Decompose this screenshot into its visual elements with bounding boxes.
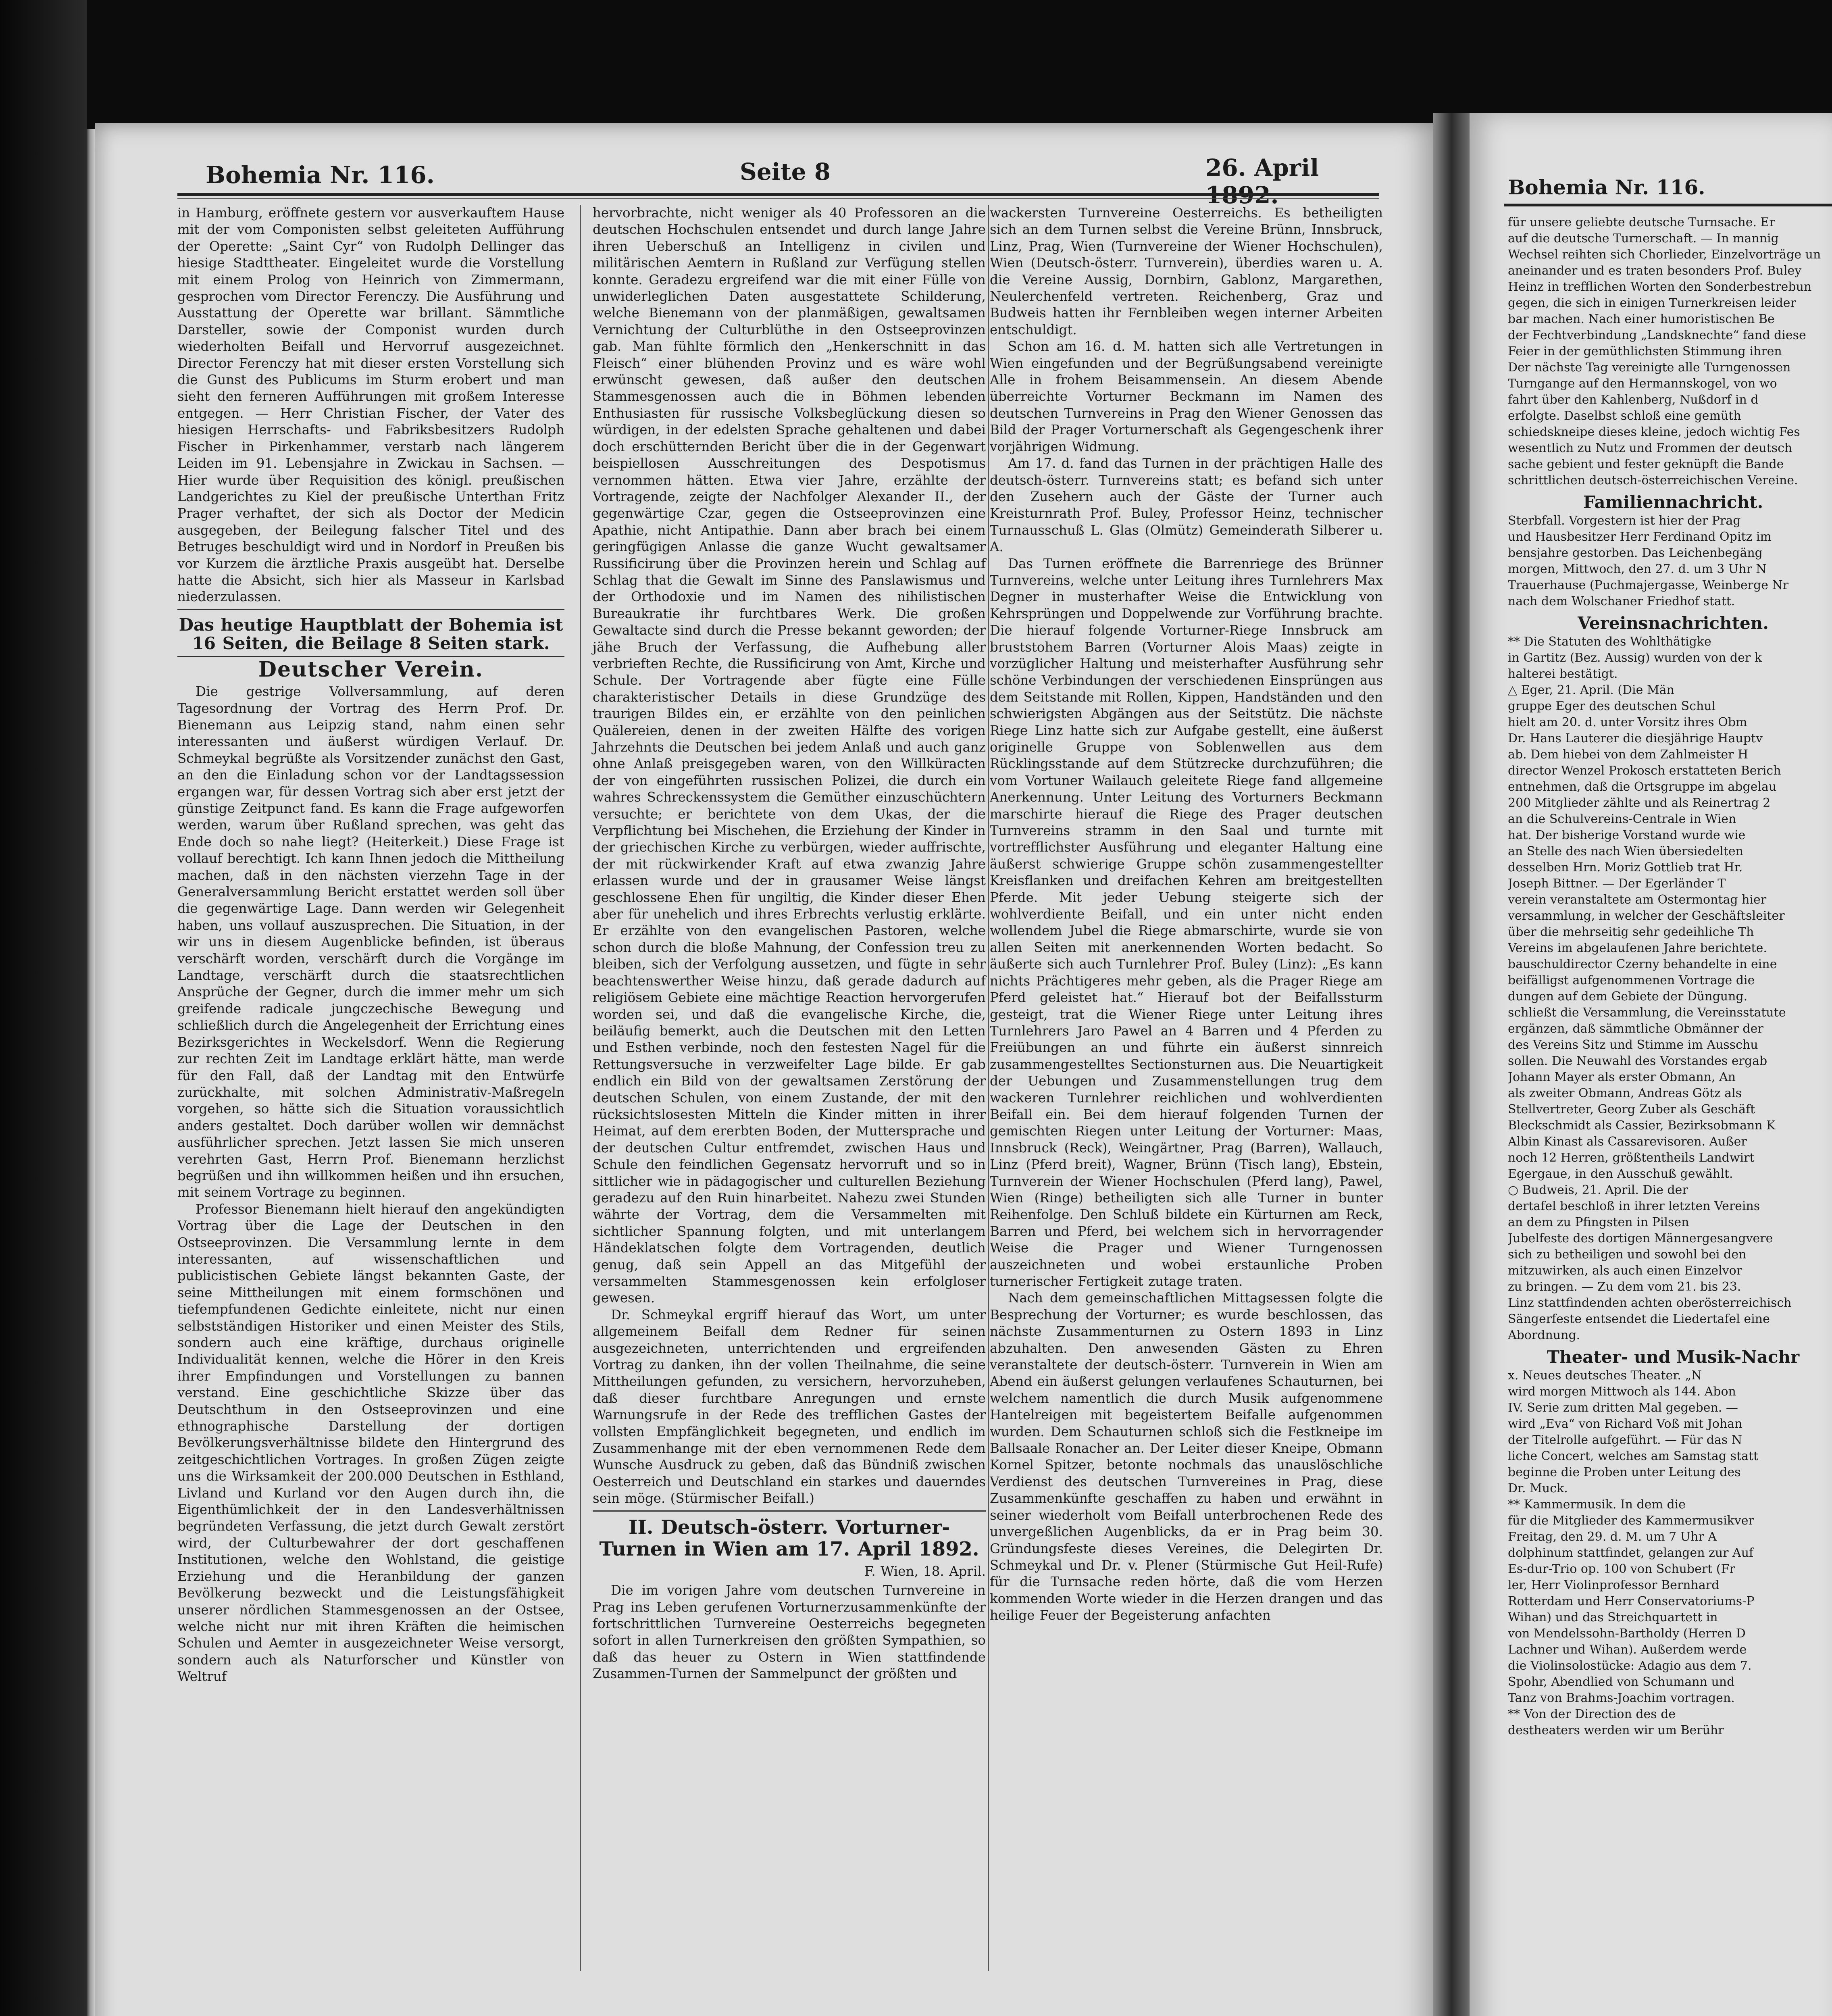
text-line: fahrt über den Kahlenberg, Nußdorf in d: [1508, 393, 1759, 407]
article-paragraph: Schon am 16. d. M. hatten sich alle Vertretungen in Wien eingefunden und der Begrüßungsabend vereinigte Alle in frohem Beisammensein. An diesem Abende überreichte Vorturner Beckmann im Namen des deutschen Turnvereins in Prag den Wiener Genossen das Bild der Prager Vorturnerschaft als Gegengeschenk ihrer vorjährigen Widmung.: [990, 339, 1383, 454]
text-line: ** Die Statuten des Wohlthätigke: [1508, 635, 1711, 649]
text-line: schließt die Versammlung, die Vereinsstatute: [1508, 1006, 1786, 1020]
text-line: ○ Budweis, 21. April. Die der: [1508, 1183, 1688, 1197]
text-line: △ Eger, 21. April. (Die Män: [1508, 683, 1674, 697]
text-line: sache gebient und fester geknüpft die Bande: [1508, 457, 1784, 471]
page-count-notice: Das heutige Hauptblatt der Bohemia ist 16 Seiten, die Beilage 8 Seiten stark.: [179, 614, 563, 653]
text-line: dertafel beschloß in ihrer letzten Vereins: [1508, 1199, 1760, 1213]
text-line: wesentlich zu Nutz und Frommen der deutsch: [1508, 441, 1792, 455]
text-line: Jubelfeste des dortigen Männergesangvere: [1508, 1231, 1773, 1245]
text-line: halterei bestätigt.: [1508, 667, 1618, 681]
text-line: Sterbfall. Vorgestern ist hier der Prag: [1508, 514, 1741, 528]
text-line: in Gartitz (Bez. Aussig) wurden von der k: [1508, 651, 1762, 665]
text-line: ** Von der Direction des de: [1508, 1707, 1676, 1721]
text-line: Albin Kinast als Cassarevisoren. Außer: [1508, 1135, 1747, 1149]
text-line: director Wenzel Prokosch erstatteten Berich: [1508, 764, 1781, 778]
text-line: bauschuldirector Czerny behandelte in eine: [1508, 957, 1777, 971]
text-line: Wechsel reihten sich Chorlieder, Einzelvorträge un: [1508, 248, 1821, 262]
text-line: dungen auf dem Gebiete der Düngung.: [1508, 989, 1748, 1004]
text-line: Stellvertreter, Georg Zuber als Geschäft: [1508, 1102, 1755, 1116]
right-block-4: [1508, 1368, 1832, 1739]
text-line: Der nächste Tag vereinigte alle Turngenossen: [1508, 360, 1791, 375]
column-rule-1: [580, 205, 581, 1971]
text-line: Lachner und Wihan). Außerdem werde: [1508, 1643, 1747, 1657]
text-column-3: [990, 205, 1383, 1624]
text-line: bensjahre gestorben. Das Leichenbegäng: [1508, 546, 1763, 560]
text-line: desselben Hrn. Moriz Gottlieb trat Hr.: [1508, 860, 1743, 875]
text-line: wird „Eva“ von Richard Voß mit Johan: [1508, 1417, 1742, 1431]
article-paragraph: Am 17. d. fand das Turnen in der prächtigen Halle des deutsch-österr. Turnvereins statt; es befand sich unter den Zusehern auch der Gäste der Turner auch Kreisturnrath Prof. Buley, Professor Heinz, technischer Turnausschuß L. Glas (Olmütz) Gemeinderath Silberer u. A.: [990, 456, 1383, 555]
text-line: an die Schulvereins-Centrale in Wien: [1508, 812, 1736, 826]
article-karlsbad-news: in Hamburg, eröffnete gestern vor ausverkauftem Hause mit der vom Componisten selbst geleiteten Aufführung der Operette: „Saint Cyr“ von Rudolph Dellinger das hiesige Stadttheater. Eingeleitet wurde die Vorstellung mit einem Prolog von Heinrich von Zimmermann, gesprochen vom Director Ferenczy. Die Ausführung und Ausstattung der Operette war brillant. Sämmtliche Darsteller, sowie der Componist wurden durch wiederholten Beifall und Hervorruf ausgezeichnet. Director Ferenczy hat mit dieser ersten Vorstellung sich die Gunst des Publicums im Sturm erobert und man sieht den ferneren Aufführungen mit großem Interesse entgegen. — Herr Christian Fischer, der Vater des hiesigen Herrschafts- und Fabriksbesitzers Rudolph Fischer in Pirkenhammer, verstarb nach längerem Leiden im 91. Lebensjahre in Zwickau in Sachsen. — Hier wurde über Requisition des königl. preußischen Landgerichtes zu Kiel der preußische Unterthan Fritz Prager verhaftet, der sich als Doctor der Medicin ausgegeben, der Beilegung falscher Titel und des Betruges beschuldigt wird und in Nordorf in Preußen bis vor Kurzem die ärztliche Praxis ausgeübt hat. Derselbe hatte die Absicht, sich hier als Masseur in Karlsbad niederzulassen.: [177, 205, 564, 605]
text-line: Dr. Muck.: [1508, 1481, 1568, 1495]
text-line: Abordnung.: [1508, 1328, 1580, 1342]
text-line: hat. Der bisherige Vorstand wurde wie: [1508, 828, 1746, 842]
text-line: Heinz in trefflichen Worten den Sonderbestrebun: [1508, 280, 1812, 294]
page-header: [117, 150, 1387, 194]
article-headline-vorturner: II. Deutsch-österr. Vorturner-Turnen in Wien am 17. April 1892.: [599, 1516, 979, 1560]
text-line: als zweiter Obmann, Andreas Götz als: [1508, 1086, 1742, 1100]
divider: [593, 1510, 986, 1512]
column-rule-2: [988, 205, 989, 1971]
text-line: entnehmen, daß die Ortsgruppe im abgelau: [1508, 780, 1777, 794]
article-paragraph: Nach dem gemeinschaftlichen Mittagsessen folgte die Besprechung der Vorturner; es wurde beschlossen, das nächste Zusammenturnen zu Ostern 1893 in Linz abzuhalten. Den anwesenden Gästen zu Ehren veranstaltete der deutsch-österr. Turnverein in Wien am Abend ein äußerst gelungen verlaufenes Schauturnen, bei welchem namentlich die durch Musik aufgenommene Hantelreigen mit begeistertem Beifalle aufgenommen wurden. Dem Schauturnen schloß sich die Festkneipe im Ballsaale Ronacher an. Der Leiter dieser Kneipe, Obmann Kornel Spitzer, betonte nochmals das unauslöschliche Verdienst des deutschen Turnvereines in Prag, diese Zusammenkünfte geschaffen zu haben und erwähnt in seiner wiederholt vom Beifall unterbrochenen Rede des unvergeßlichen Augenblicks, da er in Prag beim 30. Gründungsfeste dieses Vereines, die Delegirten Dr. Schmeykal und Dr. v. Plener (Stürmische Gut Heil-Rufe) für die Turnsache reden hörte, daß die vom Herzen kommenden Worte wieder in die Herzen drangen und das heilige Feuer der Begeisterung anfachten: [990, 1290, 1383, 1623]
text-line: morgen, Mittwoch, den 27. d. um 3 Uhr N: [1508, 562, 1767, 576]
text-line: der Titelrolle aufgeführt. — Für das N: [1508, 1433, 1742, 1447]
text-line: Rotterdam und Herr Conservatoriums-P: [1508, 1594, 1755, 1608]
text-line: ** Kammermusik. In dem die: [1508, 1497, 1686, 1512]
text-column-1: [177, 205, 564, 1685]
dateline: F. Wien, 18. April.: [864, 1563, 986, 1579]
text-line: für unsere geliebte deutsche Turnsache. Er: [1508, 215, 1775, 229]
article-paragraph: Professor Bienemann hielt hierauf den angekündigten Vortrag über die Lage der Deutschen in den Ostseeprovinzen. Die Versammlung lernte in dem interessanten, auf wissenschaftlichen und publicistischen Gebiete längst bekannten Gaste, der seine Mittheilungen mit einem formschönen und tiefempfundenen Gedichte einleitete, nicht nur einen selbstständigen Historiker und einen Meister des Stils, sondern auch eine kräftige, durchaus originelle Individualität kennen, welche die Hörer in den Kreis ihrer Empfindungen und Vorstellungen zu bannen verstand. Eine geschichtliche Skizze über das Deutschthum in den Ostseeprovinzen und eine ethnographische Darstellung der dortigen Bevölkerungsverhältnisse bildete den Hintergrund des zeitgeschichtlichen Vortrages. In großen Zügen zeigte uns die Wirksamkeit der 200.000 Deutschen in Esthland, Livland und Kurland vor den Augen durch ihn, die Eigenthümlichkeit der in den Landesverhältnissen begründeten Verfassung, die jetzt durch Gewalt zerstört wird, der Culturbewahrer der dort geschaffenen Institutionen, welche den Wohlstand, die geistige Erziehung und die Heranbildung der ganzen Bevölkerung bezweckt und die Leistungsfähigkeit unserer nördlichen Stammesgenossen an der Ostsee, welche nicht nur mit ihren Kräften die heimischen Schulen und Aemter in ausgezeichneter Weise versorgt, sondern auch als Naturforscher und Künstler von Weltruf: [177, 1201, 564, 1685]
masthead-issue: Bohemia Nr. 116.: [206, 161, 435, 189]
text-line: Sängerfeste entsendet die Liedertafel eine: [1508, 1312, 1770, 1326]
text-line: Egergaue, in den Ausschuß gewählt.: [1508, 1167, 1733, 1181]
page-binding-edge: [87, 129, 95, 2016]
section-title-theater-musik: Theater- und Musik-Nachr: [1547, 1349, 1800, 1365]
newspaper-page-right: [1470, 113, 1832, 2016]
text-line: an Stelle des nach Wien übersiedelten: [1508, 844, 1743, 858]
text-line: Freitag, den 29. d. M. um 7 Uhr A: [1508, 1530, 1717, 1544]
text-line: und Hausbesitzer Herr Ferdinand Opitz im: [1508, 530, 1772, 544]
text-line: mitzuwirken, als auch einen Einzelvor: [1508, 1264, 1742, 1278]
text-line: Dr. Hans Lauterer die diesjährige Hauptv: [1508, 731, 1763, 746]
text-line: die Violinsolostücke: Adagio aus dem 7.: [1508, 1659, 1752, 1673]
text-line: sollen. Die Neuwahl des Vorstandes ergab: [1508, 1054, 1767, 1068]
text-line: Spohr, Abendlied von Schumann und: [1508, 1675, 1735, 1689]
section-title-vereinsnachrichten: Vereinsnachrichten.: [1578, 615, 1769, 631]
text-line: Johann Mayer als erster Obmann, An: [1508, 1070, 1736, 1084]
text-line: an dem zu Pfingsten in Pilsen: [1508, 1215, 1689, 1229]
text-line: Wihan) und das Streichquartett in: [1508, 1610, 1718, 1624]
text-line: Vereins im abgelaufenen Jahre berichtete.: [1508, 941, 1767, 955]
text-line: ler, Herr Violinprofessor Bernhard: [1508, 1578, 1720, 1592]
text-line: versammlung, in welcher der Geschäftsleiter: [1508, 909, 1785, 923]
text-line: wird morgen Mittwoch als 144. Abon: [1508, 1385, 1736, 1399]
text-line: destheaters werden wir um Berühr: [1508, 1723, 1724, 1737]
text-line: über die mehrseitig sehr gedeihliche Th: [1508, 925, 1754, 939]
text-line: Bleckschmidt als Cassier, Bezirksobmann K: [1508, 1118, 1776, 1133]
text-line: der Fechtverbindung „Landsknechte“ fand diese: [1508, 328, 1806, 342]
text-line: Joseph Bittner. — Der Egerländer T: [1508, 877, 1726, 891]
text-line: auf die deutsche Turnerschaft. — In mannig: [1508, 231, 1779, 246]
text-line: verein veranstaltete am Ostermontag hier: [1508, 893, 1767, 907]
right-page-column: [1508, 215, 1832, 1739]
text-line: dolphinum stattfindet, gelangen zur Auf: [1508, 1546, 1754, 1560]
text-line: bar machen. Nach einer humoristischen Be: [1508, 312, 1775, 326]
text-line: ergänzen, daß sämmtliche Obmänner der: [1508, 1022, 1763, 1036]
article-paragraph: Dr. Schmeykal ergriff hierauf das Wort, um unter allgemeinem Beifall dem Redner für seinen ausgezeichneten, unterrichtenden und ergreifenden Vortrag zu danken, ihn der vollen Theilnahme, die seine Mittheilungen gefunden, zu versichern, hervorzuheben, daß dieser furchtbare Anregungen und ernste Warnungsrufe in der Rede des trefflichen Gastes der vollsten Empfänglichkeit begegneten, und endlich im Zusammenhange mit der eben vernommenen Rede dem Wunsche Ausdruck zu geben, daß das Bündniß zwischen Oesterreich und Deutschland ein starkes und dauerndes sein möge. (Stürmischer Beifall.): [593, 1307, 986, 1506]
text-column-2: [593, 205, 986, 1683]
text-line: noch 12 Herren, größtentheils Landwirt: [1508, 1151, 1755, 1165]
text-line: liche Concert, welches am Samstag statt: [1508, 1449, 1759, 1463]
right-header-rule: [1504, 204, 1832, 206]
page-number: Seite 8: [740, 158, 831, 185]
right-page-header: Bohemia Nr. 116.: [1508, 175, 1705, 199]
text-line: beifälligst aufgenommenen Vortrage die: [1508, 973, 1755, 987]
text-line: schrittlichen deutsch-österreichischen Vereine.: [1508, 473, 1798, 487]
scan-left-margin: [0, 0, 87, 2016]
text-line: zu bringen. — Zu dem vom 21. bis 23.: [1508, 1280, 1741, 1294]
article-paragraph: hervorbrachte, nicht weniger als 40 Professoren an die deutschen Hochschulen entsendet und durch lange Jahre ihren Ueberschuß an Intelligenz in civilen und militärischen Aemtern in Rußland zur Verfügung stellen konnte. Geradezu ergreifend war die mit einer Fülle von unwiderleglichen Daten ausgestattete Schilderung, welche Bienemann von der planmäßigen, gewaltsamen Vernichtung der Culturblüthe in den Ostseeprovinzen gab. Man fühlte förmlich den „Henkerschnitt in das Fleisch“ einer blühenden Provinz und es wäre wohl erwünscht gewesen, daß außer den deutschen Stammesgenossen auch die in Böhmen lebenden Enthusiasten für russische Volksbeglückung diesen so würdigen, in der edelsten Sprache gehaltenen und dabei doch erschütternden Bericht über die in der Gegenwart beispiellosen Ausschreitungen des Despotismus vernommen hätten. Etwa vier Jahre, erzählte der Vortragende, zeigte der Nachfolger Alexander II., der gegenwärtige Czar, gegen die Ostseeprovinzen eine Apathie, nicht Antipathie. Dann aber brach bei einem geringfügigen Anlasse die ganze Wucht gewaltsamer Russificirung über die Provinzen herein und Schlag auf Schlag that die Gewalt im Sinne des Panslawismus und der Orthodoxie und im Namen des nihilistischen Bureaukratie ihr furchtbares Werk. Die großen Gewaltacte sind durch die Presse bekannt geworden; der jähe Bruch der Verfassung, die Aufhebung aller verbrieften Rechte, die Russificirung von Amt, Kirche und Schule. Der Vortragende aber fügte eine Fülle charakteristischer Details in diese Grundzüge des traurigen Bildes ein, er erzählte von den peinlichen Quälereien, denen in der zweiten Hälfte des vorigen Jahrzehnts die Deutschen bei jedem Anlaß und auch ganz ohne Anlaß preisgegeben waren, von den Willküracten der von eingeführten russischen Polizei, die durch ein wahres Schreckenssystem die Gemüther einzuschüchtern versuchte; er berichtete von dem Ukas, der die Verpflichtung bei Mischehen, die Erziehung der Kinder in der griechischen Kirche zu verbürgen, wieder auffrischte, der mit rückwirkender Kraft auf etwa zwanzig Jahre erlassen wurde und der in grausamer Weise längst geschlossene Ehen für ungiltig, die Kinder dieser Ehen aber für unehelich und ihres Erbrechts verlustig erklärte. Er erzählte von den evangelischen Pastoren, welche schon durch die bloße Mahnung, der Confession treu zu bleiben, sich der Verfolgung aussetzen, und fügte in sehr beachtenswerther Weise hinzu, daß gerade dadurch auf religiösem Gebiete eine mächtige Reaction hervorgerufen worden sei, und daß die evangelische Kirche, die, beiläufig bemerkt, auch die Deutschen mit den Letten und Esthen verbinde, noch den festesten Nagel für die Rettungsversuche in verzweifelter Lage bilde. Er gab endlich ein Bild von der gewaltsamen Zerstörung der deutschen Schulen, von einem Zustande, der mit den rücksichtslosesten Mitteln die Kinder mitten in ihrer Heimat, auf dem ererbten Boden, der Muttersprache und der deutschen Cultur entfremdet, zwischen Haus und Schule den feindlichen Gegensatz hervorruft und so in sittlicher wie in pädagogischer und culturellen Beziehung geradezu auf den Ruin hinarbeitet. Nahezu zwei Stunden währte der Vortrag, dem die Versammelten mit sichtlicher Spannung folgten, und mit unterlangem Händeklatschen folgte dem Vortragenden, deutlich genug, daß sein Appell an das Mitgefühl der versammelten Stammesgenossen kein erfolgloser gewesen.: [593, 205, 986, 1306]
article-paragraph: Die gestrige Vollversammlung, auf deren Tagesordnung der Vortrag des Herrn Prof. Dr. Bienemann aus Leipzig stand, nahm einen sehr interessanten und äußerst würdigen Verlauf. Dr. Schmeykal begrüßte als Vorsitzender zunächst den Gast, an den die Einladung schon vor der Landtagssession ergangen war, für dessen Vortrag sich aber erst jetzt der günstige Zeitpunct fand. Es kann die Frage aufgeworfen werden, warum über Rußland sprechen, was geht das Ende doch so nahe liegt? (Heiterkeit.) Diese Frage ist vollauf berechtigt. Ich kann Ihnen jedoch die Mittheilung machen, daß in den nächsten vierzehn Tage in der Generalversammlung Bericht erstattet werden soll über die gegenwärtige Lage. Dann werden wir Gelegenheit haben, uns vollauf auszusprechen. Die Situation, in der wir uns in diesem Augenblicke befinden, ist überaus verschärft worden, verschärft durch die Vorgänge im Landtage, verschärft durch die staatsrechtlichen Ansprüche der Gegner, durch die immer mehr um sich greifende radicale jungczechische Bewegung und schließlich durch die Angelegenheit der Errichtung eines Bezirksgerichtes in Weckelsdorf. Wenn die Regierung zur rechten Zeit im Landtage erklärt hätte, man werde für den Fall, daß der Landtag mit den Entwürfe zurückhalte, mit solchen Administrativ-Maßregeln vorgehen, so hätte sich die Situation voraussichtlich anders gestaltet. Doch darüber wollen wir demnächst ausführlicher sprechen. Jetzt lassen Sie mich unseren verehrten Gast, Herrn Prof. Bienemann herzlichst begrüßen und ihn willkommen heißen und ihn ersuchen, mit seinem Vortrage zu beginnen.: [177, 684, 564, 1200]
article-paragraph: Das Turnen eröffnete die Barrenriege des Brünner Turnvereins, welche unter Leitung ihres Turnlehrers Max Degner in musterhafter Weise die Entwicklung von Kehrsprüngen und Doppelwende zur Vorführung brachte. Die hierauf folgende Vorturner-Riege Innsbruck am bruststohem Barren (Vorturner Alois Maas) zeigte in vorzüglicher Haltung und meisterhafter Ausführung sehr schöne Verbindungen der verschiedenen Einsprüngen aus dem Seitstande mit Rollen, Kippen, Handständen und den schwierigsten Abgängen aus der Seitstütz. Die nächste Riege Linz hatte sich zur Aufgabe gestellt, eine äußerst originelle Gruppe von Soblenwellen aus dem Rücklingsstande auf dem Stützrecke durchzuführen; die vom Vortuner Wailauch geleitete Riege fand allgemeine Anerkennung. Unter Leitung des Vorturners Beckmann marschirte hierauf die Riege des Prager deutschen Turnvereins stramm in den Saal und turnte mit vortrefflichster Ausführung und eleganter Haltung eine äußerst schwierige Gruppe schön zusammengestellter Kreisflanken und dreifachen Kehren am breitgestellten Pferde. Mit jeder Uebung steigerte sich der wohlverdiente Beifall, und ein unter nicht enden wollendem Jubel die Riege abmarschirte, wurde sie von allen Seiten mit anerkennenden Worten bedacht. So äußerte sich auch Turnlehrer Prof. Buley (Linz): „Es kann nichts Prächtigeres mehr geben, als die Prager Riege am Pferd geleistet hat.“ Hierauf bot der Beifallssturm gesteigt, trat die Wiener Riege unter Leitung ihres Turnlehrers Jaro Pawel an 4 Barren und 4 Pferden zu Freiübungen an und führte ein äußerst sinnreich zusammengestelltes Sectionsturnen aus. Die Neuartigkeit der Uebungen und Zusammenstellungen trug dem wackeren Turnlehrer reichlichen und wohlverdienten Beifall ein. Bei dem hierauf folgenden Turnen der gemischten Riegen unter Leitung der Vorturner: Maas, Innsbruck (Reck), Weingärtner, Prag (Barren), Wallauch, Linz (Pferd breit), Wagner, Brünn (Tisch lang), Ebstein, Turnverein der Wiener Hochschulen (Pferd lang), Pawel, Wien (Ringe) betheiligten sich alle Turner in bunter Reihenfolge. Den Schluß bildete ein Kürturnen am Reck, Barren und Pferd, bei welchem sich in hervorragender Weise die Prager und Wiener Turngenossen auszeichneten und wobei erstaunliche Proben turnerischer Fertigkeit zutage traten.: [990, 556, 1383, 1289]
text-line: 200 Mitglieder zählte und als Reinertrag 2: [1508, 796, 1771, 810]
divider: [177, 609, 564, 610]
text-line: Feier in der gemüthlichsten Stimmung ihren: [1508, 344, 1782, 358]
text-line: für die Mitglieder des Kammermusikver: [1508, 1514, 1754, 1528]
text-line: Turngange auf den Hermannskogel, von wo: [1508, 377, 1777, 391]
text-line: aneinander und es traten besonders Prof. Buley: [1508, 264, 1802, 278]
text-line: des Vereins Sitz und Stimme im Ausschu: [1508, 1038, 1758, 1052]
text-line: ab. Dem hiebei von dem Zahlmeister H: [1508, 748, 1749, 762]
text-line: Trauerhause (Puchmajergasse, Weinberge Nr: [1508, 578, 1789, 592]
text-line: gruppe Eger des deutschen Schul: [1508, 699, 1716, 713]
text-line: hielt am 20. d. unter Vorsitz ihres Obm: [1508, 715, 1747, 729]
text-line: sich zu betheiligen und sowohl bei den: [1508, 1248, 1747, 1262]
article-paragraph: Die im vorigen Jahre vom deutschen Turnvereine in Prag ins Leben gerufenen Vorturnerzusammenkünfte der fortschrittlichen Turnvereine Oesterreichs begegneten sofort in allen Turnerkreisen den größten Sympathien, so daß das heuer zu Ostern in Wien stattfindende Zusammen-Turnen der Sammelpunct der größten und: [593, 1583, 986, 1682]
right-block-2: [1508, 513, 1832, 610]
header-rule-thick: [177, 193, 1379, 196]
text-line: schiedskneipe dieses kleine, jedoch wichtig Fes: [1508, 425, 1800, 439]
text-line: von Mendelssohn-Bartholdy (Herren D: [1508, 1627, 1746, 1641]
text-line: x. Neues deutsches Theater. „N: [1508, 1368, 1702, 1383]
right-block-1: [1508, 215, 1832, 489]
text-line: IV. Serie zum dritten Mal gegeben. —: [1508, 1401, 1738, 1415]
issue-date: 26. April: [1205, 154, 1319, 181]
text-line: erfolgte. Daselbst schloß eine gemüth: [1508, 409, 1741, 423]
text-line: gegen, die sich in einigen Turnerkreisen leider: [1508, 296, 1796, 310]
text-line: Linz stattfindenden achten oberösterreichisch: [1508, 1296, 1792, 1310]
article-paragraph: wackersten Turnvereine Oesterreichs. Es betheiligten sich an dem Turnen selbst die Vereine Brünn, Innsbruck, Linz, Prag, Wien (Turnvereine der Wiener Hochschulen), Wien (Deutsch-österr. Turnverein), überdies waren u. A. die Vereine Aussig, Dornbirn, Gablonz, Margarethen, Neulerchenfeld vertreten. Reichenberg, Graz und Budweis hatten ihr Fernbleiben wegen interner Arbeiten entschuldigt.: [990, 205, 1383, 337]
text-line: nach dem Wolschaner Friedhof statt.: [1508, 594, 1735, 608]
text-line: beginne die Proben unter Leitung des: [1508, 1465, 1741, 1479]
text-line: Es-dur-Trio op. 100 von Schubert (Fr: [1508, 1562, 1735, 1576]
right-block-3: [1508, 634, 1832, 1343]
header-rule-thin: [177, 198, 1379, 199]
book-gutter: [1433, 113, 1470, 2016]
section-title-deutscher-verein: Deutscher Verein.: [258, 657, 484, 682]
section-title-familiennachricht: Familiennachricht.: [1583, 494, 1763, 510]
text-line: Tanz von Brahms-Joachim vortragen.: [1508, 1691, 1735, 1705]
